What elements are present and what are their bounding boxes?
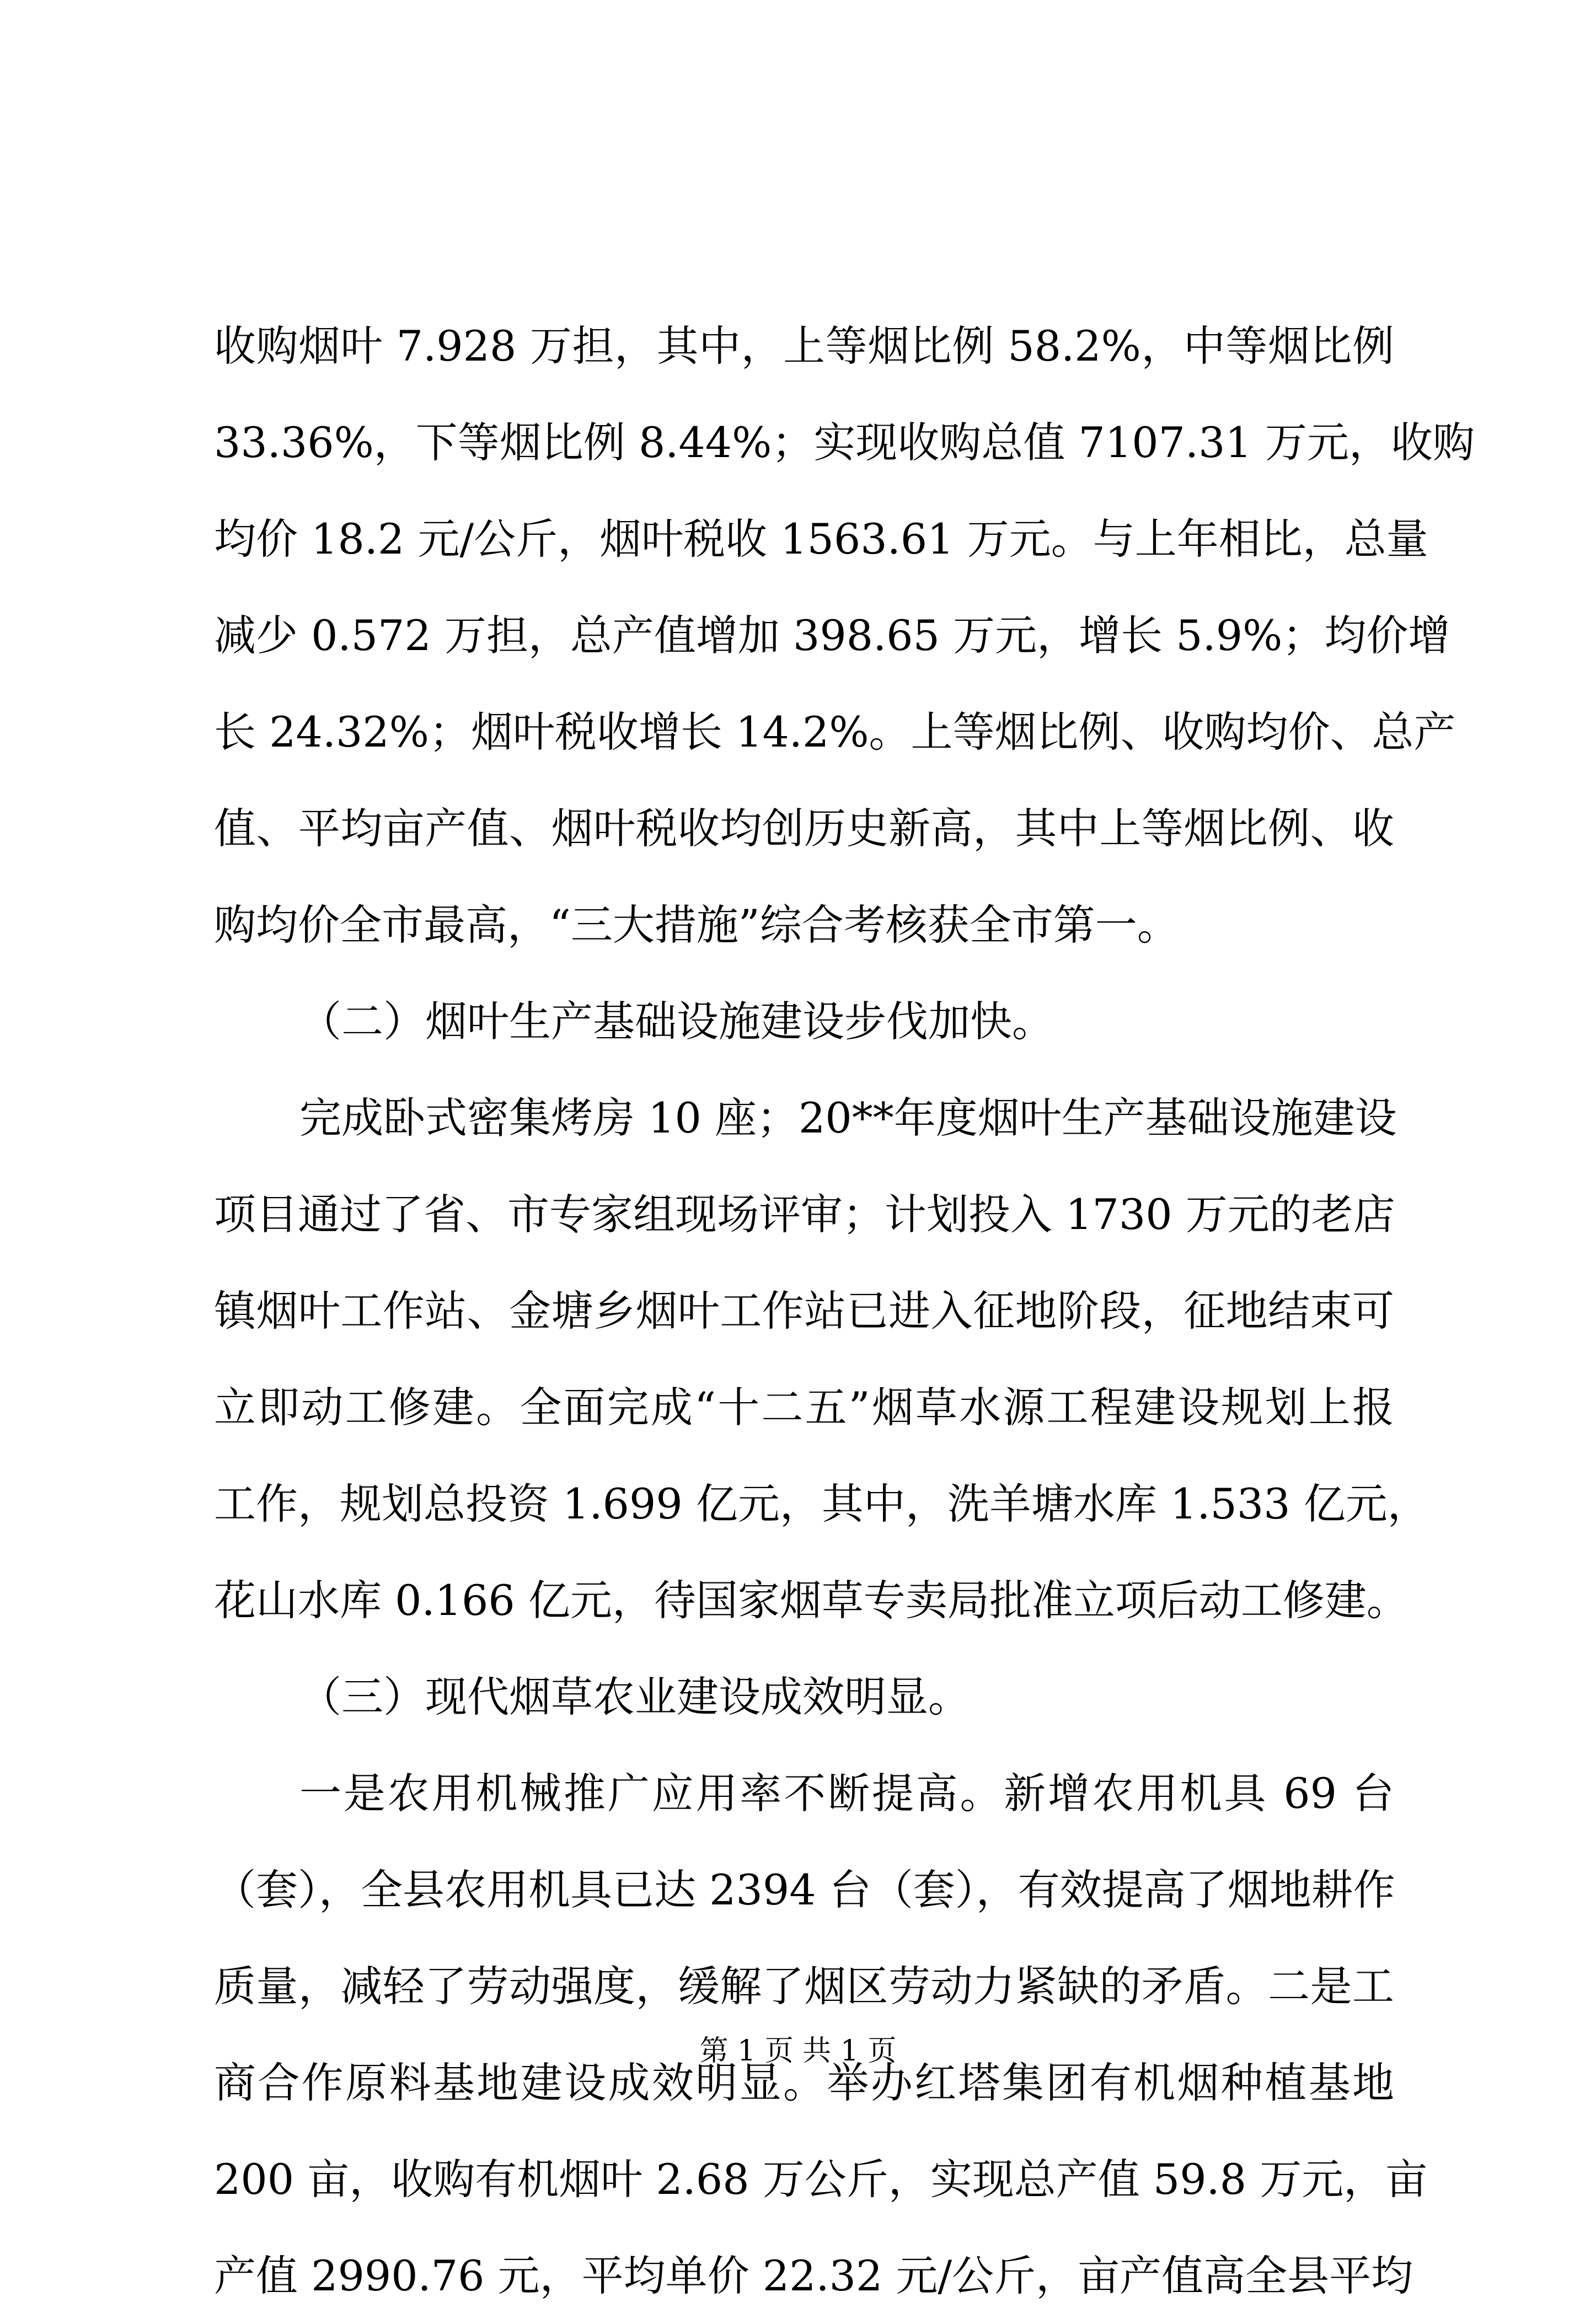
text-line: （套），全县农用机具已达 2394 台（套），有效提高了烟地耕作 bbox=[214, 1865, 1395, 1914]
text-line: 均价 18.2 元/公斤，烟叶税收 1563.61 万元。与上年相比，总量 bbox=[214, 514, 1428, 563]
text-line: 完成卧式密集烤房 10 座；20**年度烟叶生产基础设施建设 bbox=[299, 1093, 1397, 1142]
text-line: 一是农用机械推广应用率不断提高。新增农用机具 69 台 bbox=[299, 1769, 1394, 1818]
text-line: 工作，规划总投资 1.699 亿元，其中，洗羊塘水库 1.533 亿元， bbox=[214, 1479, 1429, 1528]
text-line: 33.36%，下等烟比例 8.44%；实现收购总值 7107.31 万元，收购 bbox=[214, 418, 1475, 467]
section-heading: （三）现代烟草农业建设成效明显。 bbox=[299, 1672, 970, 1721]
text-line: 减少 0.572 万担，总产值增加 398.65 万元，增长 5.9%；均价增 bbox=[214, 611, 1450, 660]
section-heading: （二）烟叶生产基础设施建设步伐加快。 bbox=[299, 997, 1054, 1046]
text-line: 质量，减轻了劳动强度，缓解了烟区劳动力紧缺的矛盾。二是工 bbox=[214, 1962, 1394, 2011]
text-line: 长 24.32%；烟叶税收增长 14.2%。上等烟比例、收购均价、总产 bbox=[214, 707, 1456, 756]
text-line: 商合作原料基地建设成效明显。举办红塔集团有机烟种植基地 bbox=[214, 2058, 1394, 2107]
body-text bbox=[214, 298, 1475, 2324]
text-line: 镇烟叶工作站、金塘乡烟叶工作站已进入征地阶段，征地结束可 bbox=[214, 1286, 1394, 1335]
text-line: 立即动工修建。全面完成“十二五”烟草水源工程建设规划上报 bbox=[214, 1383, 1394, 1432]
text-line: 项目通过了省、市专家组现场评审；计划投入 1730 万元的老店 bbox=[214, 1190, 1395, 1239]
text-line: 购均价全市最高，“三大措施”综合考核获全市第一。 bbox=[214, 900, 1179, 949]
text-line: 花山水库 0.166 亿元，待国家烟草专卖局批准立项后动工修建。 bbox=[214, 1576, 1408, 1625]
page-footer: 第 1 页 共 1 页 bbox=[699, 2035, 897, 2068]
text-line: 产值 2990.76 元，平均单价 22.32 元/公斤，亩产值高全县平均 bbox=[214, 2251, 1413, 2300]
text-line: 200 亩，收购有机烟叶 2.68 万公斤，实现总产值 59.8 万元，亩 bbox=[214, 2155, 1428, 2204]
text-line: 收购烟叶 7.928 万担，其中，上等烟比例 58.2%，中等烟比例 bbox=[214, 321, 1394, 371]
text-line: 值、平均亩产值、烟叶税收均创历史新高，其中上等烟比例、收 bbox=[214, 804, 1394, 853]
